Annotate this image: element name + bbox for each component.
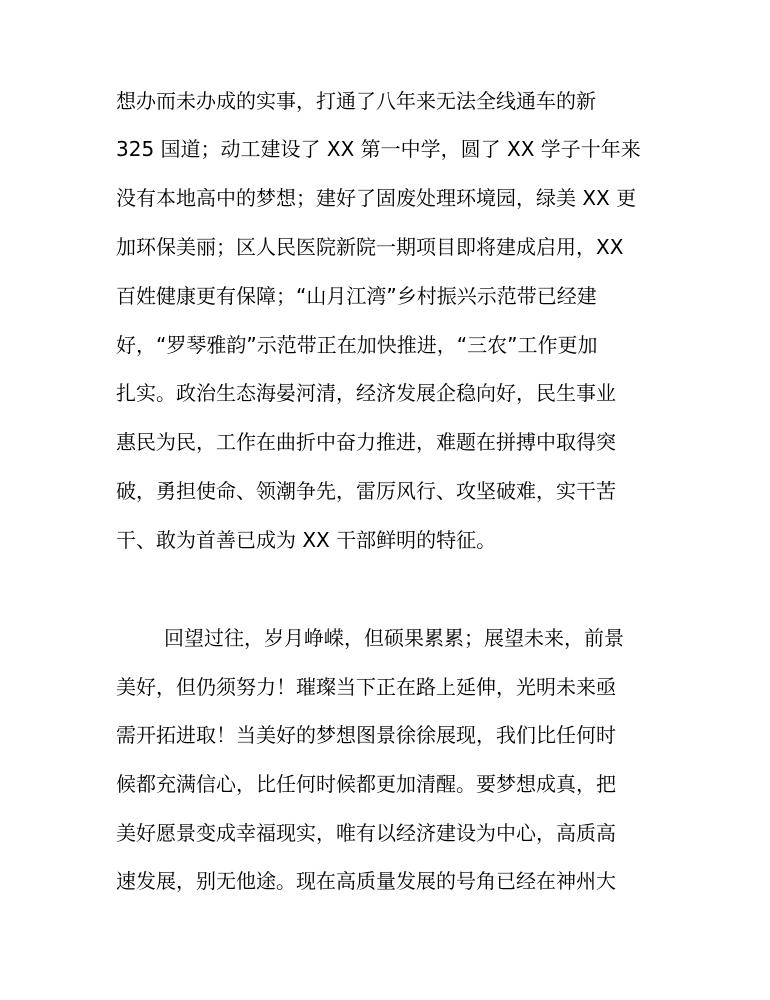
text-line: 干、敢为首善已成为 XX 干部鲜明的特征。: [116, 528, 497, 552]
text-line: 美好愿景变成幸福现实，唯有以经济建设为中心，高质高: [116, 821, 616, 845]
text-line: 回望过往，岁月峥嵘，但硕果累累；展望未来，前景: [164, 626, 624, 650]
text-line: 325 国道；动工建设了 XX 第一中学，圆了 XX 学子十年来: [116, 137, 641, 161]
text-line: 候都充满信心，比任何时候都更加清醒。要梦想成真，把: [116, 772, 616, 796]
text-line: 速发展，别无他途。现在高质量发展的号角已经在神州大: [116, 869, 616, 893]
text-line: 美好，但仍须努力！璀璨当下正在路上延伸，光明未来亟: [116, 675, 616, 699]
text-line: 惠民为民，工作在曲折中奋力推进，难题在拼搏中取得突: [116, 430, 616, 454]
text-line: 破，勇担使命、领潮争先，雷厉风行、攻坚破难，实干苦: [116, 479, 616, 503]
text-line: 想办而未办成的实事，打通了八年来无法全线通车的新: [116, 89, 596, 113]
text-line: 扎实。政治生态海晏河清，经济发展企稳向好，民生事业: [116, 381, 616, 405]
text-line: 百姓健康更有保障；“山月江湾”乡村振兴示范带已经建: [116, 284, 597, 308]
text-line: 加环保美丽；区人民医院新院一期项目即将建成启用，XX: [116, 235, 624, 259]
text-line: 需开拓进取！当美好的梦想图景徐徐展现，我们比任何时: [116, 723, 616, 747]
text-line: 没有本地高中的梦想；建好了固废处理环境园，绿美 XX 更: [116, 186, 637, 210]
text-line: 好，“罗琴雅韵”示范带正在加快推进，“三农”工作更加: [116, 333, 598, 357]
